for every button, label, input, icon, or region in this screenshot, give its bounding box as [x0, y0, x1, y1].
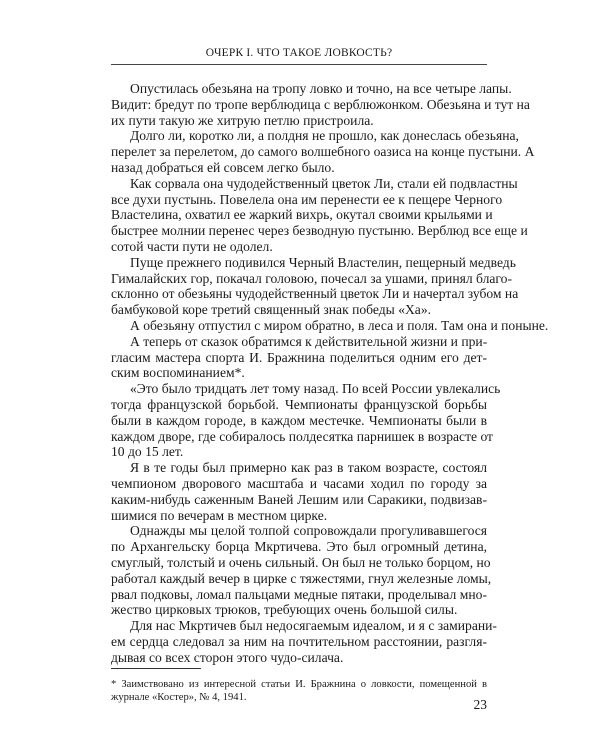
text-line: Опустилась обезьяна на тропу ловко и точно, на все четыре лапы.	[130, 81, 512, 96]
text-line: сотой части пути не одолел.	[111, 238, 273, 254]
text-line: Я в те годы был примерно как раз в таком возрасте, состоял	[130, 460, 487, 476]
header-rule	[111, 64, 487, 65]
text-line: перелет за перелетом, до самого волшебного оазиса на конце пустыни. А	[111, 144, 535, 160]
text-line: Пуще прежнего подивился Черный Властелин, пещерный медведь	[130, 254, 516, 270]
footnote-rule	[111, 668, 201, 669]
text-line: работал каждый вечер в цирке с тяжестями, гнул железные ломы,	[111, 570, 492, 586]
text-line: их пути такую же хитрую петлю пристроила.	[111, 112, 374, 128]
paragraph	[111, 254, 519, 318]
text-line: чемпионом дворового масштаба и часами ходил по городу за	[111, 475, 487, 491]
text-line: Для нас Мкртичев был недосягаемым идеалом, и я с замирани-	[130, 618, 497, 634]
paragraph	[111, 460, 487, 523]
text-line: рвал подковы, ломал пальцами медные пятаки, проделывал мно-	[111, 586, 487, 602]
paragraph	[111, 523, 492, 618]
paragraph	[111, 81, 530, 128]
text-line: смуглый, толстый и очень сильный. Он был не только борцом, но	[111, 554, 491, 570]
paragraph	[111, 334, 487, 381]
running-header: ОЧЕРК I. ЧТО ТАКОЕ ЛОВКОСТЬ?	[205, 47, 393, 59]
footnote-line: журнале «Костер», № 4, 1941.	[111, 691, 247, 703]
paragraph	[111, 381, 501, 460]
text-line: жество цирковых трюков, требующих очень большой силы.	[111, 602, 458, 618]
text-line: Видит: бредут по тропе верблюдица с верблюжонком. Обезьяна и тут на	[111, 96, 530, 112]
text-line: А теперь от сказок обратимся к действительной жизни и при-	[130, 333, 488, 349]
paragraph	[111, 618, 497, 665]
text-line: каждом дворе, где собиралось полдесятка парнишек в возрасте от	[111, 428, 493, 444]
text-line: Долго ли, коротко ли, а полдня не прошло, как донеслась обезьяна,	[130, 128, 519, 144]
page-number: 23	[473, 697, 487, 712]
text-line: ем сердца следовал за ним на почтительном расстоянии, разгля-	[111, 633, 487, 649]
text-line: быстрее молнии перенес через безводную пустыню. Верблюд все еще и	[111, 223, 528, 239]
text-line: А обезьяну отпустил с миром обратно, в леса и поля. Там она и поныне.	[130, 317, 549, 333]
text-line: каким-нибудь саженным Ваней Лешим или Саракики, подвизав-	[111, 491, 487, 507]
text-line: Однажды мы целой толпой сопровождали прогуливавшегося	[130, 523, 487, 539]
paragraph	[111, 317, 549, 334]
text-line: Как сорвала она чудодейственный цветок Ли, стали ей подвластны	[130, 175, 518, 191]
text-line: шимися по вечерам в местном цирке.	[111, 507, 328, 523]
text-line: ским воспоминанием*.	[111, 365, 245, 381]
text-line: назад добраться ей совсем легко было.	[111, 159, 335, 175]
paragraph	[111, 175, 528, 255]
text-line: гласим мастера спорта И. Бражнина поделиться одним его дет-	[111, 349, 487, 365]
text-line: 10 до 15 лет.	[111, 444, 184, 460]
footnote-line: * Заимствовано из интересной статьи И. Бражнина о ловкости, помещенной в	[111, 679, 487, 690]
footnote	[111, 679, 487, 704]
text-line: бамбуковой коре третий священный знак победы «Ха».	[111, 302, 432, 318]
text-line: были в каждом городе, в каждом местечке. Чемпионаты были в	[111, 412, 487, 428]
text-line: по Архангельску борца Мкртичева. Это был огромный детина,	[111, 539, 487, 555]
text-line: все духи пустынь. Повелела она им перенести ее к пещере Черного	[111, 191, 503, 207]
paragraph	[111, 128, 535, 175]
text-line: Властелина, охватил ее жаркий вихрь, окутал своими крыльями и	[111, 207, 493, 223]
text-line: Гималайских гор, покачал головою, почесал за ушами, принял благо-	[111, 270, 512, 286]
text-line: дывая со всех сторон этого чудо-силача.	[111, 649, 344, 665]
body-text	[111, 81, 549, 665]
text-line: «Это было тридцать лет тому назад. По всей России увлекались	[130, 381, 501, 397]
text-line: склонно от обезьяны чудодейственный цветок Ли и начертал зубом на	[111, 286, 519, 302]
text-line: тогда французской борьбой. Чемпионаты французской борьбы	[111, 396, 487, 412]
